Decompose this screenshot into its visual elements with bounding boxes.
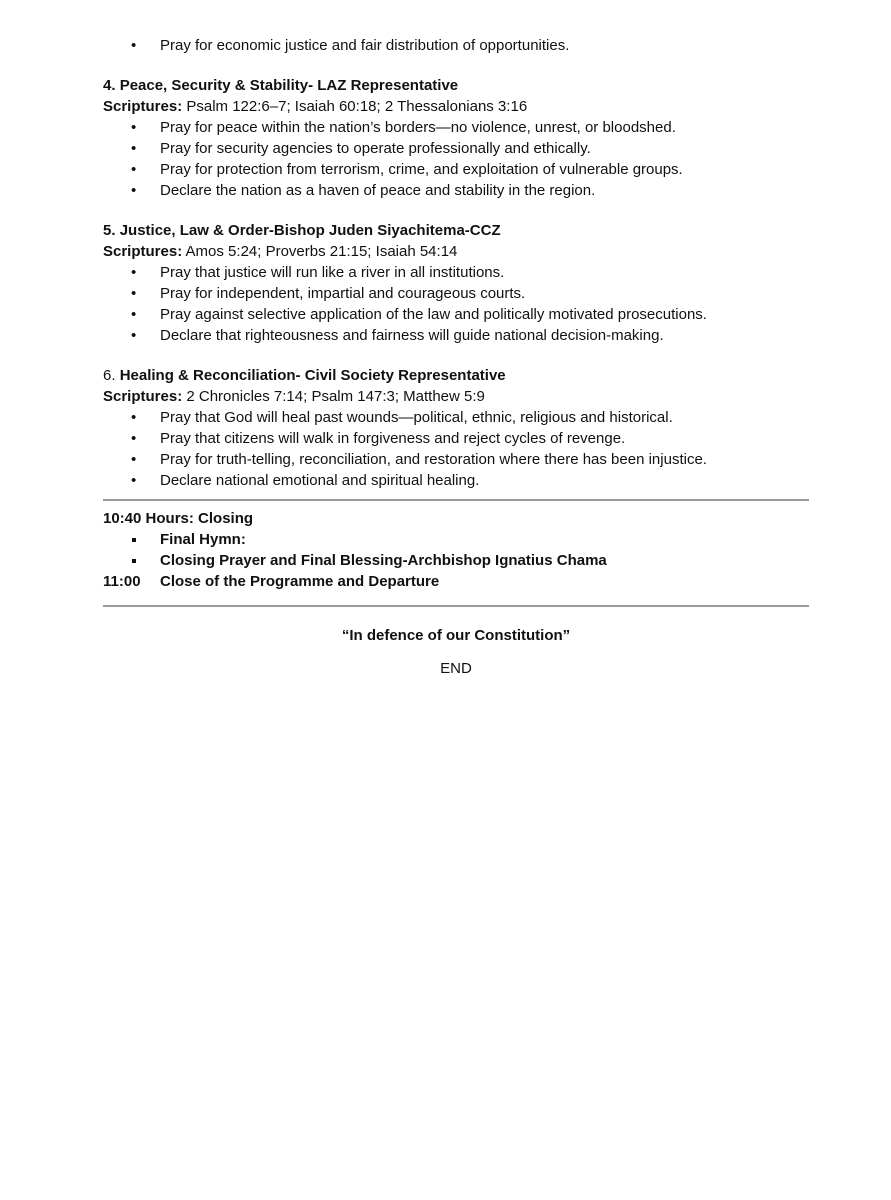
scripture-refs: 2 Chronicles 7:14; Psalm 147:3; Matthew 5:9 [186, 388, 485, 405]
divider [103, 499, 809, 501]
closing-quote: “In defence of our Constitution” [341, 627, 571, 644]
scripture-label: Scriptures: [103, 243, 183, 260]
list-item: • Declare the nation as a haven of peace and stability in the region. [103, 180, 809, 201]
list-item: • Pray that citizens will walk in forgiveness and reject cycles of revenge. [103, 428, 809, 449]
section-number: 5. [103, 222, 116, 239]
section-heading [103, 220, 809, 241]
document-page [103, 35, 809, 679]
list-item: • Pray for peace within the nation’s borders—no violence, unrest, or bloodshed. [103, 117, 809, 138]
section-healing-reconciliation [103, 365, 809, 491]
list-item: • Pray for independent, impartial and courageous courts. [103, 283, 809, 304]
scripture-line [103, 386, 809, 407]
divider [103, 605, 809, 607]
scripture-label: Scriptures: [103, 388, 183, 405]
section-heading [103, 365, 809, 386]
final-time: 11:00 [103, 573, 141, 590]
final-agenda-row [103, 571, 809, 592]
list-item: • Declare national emotional and spiritual healing. [103, 470, 809, 491]
section-peace-security [103, 75, 809, 201]
list-item: • Declare that righteousness and fairness will guide national decision-making. [103, 325, 809, 346]
list-item: • Pray that God will heal past wounds—political, ethnic, religious and historical. [103, 407, 809, 428]
end-marker: END [440, 660, 472, 677]
section-number: 6. [103, 367, 116, 384]
list-item: Final Hymn: [103, 529, 809, 550]
prayer-list [103, 117, 809, 201]
section-title: Healing & Reconciliation- Civil Society Representative [119, 367, 506, 384]
final-text: Close of the Programme and Departure [160, 573, 440, 590]
list-item: • Pray for security agencies to operate professionally and ethically. [103, 138, 809, 159]
list-item: • Pray against selective application of the law and politically motivated prosecutions. [103, 304, 809, 325]
list-item: • Pray that justice will run like a river in all institutions. [103, 262, 809, 283]
list-item: • Pray for protection from terrorism, crime, and exploitation of vulnerable groups. [103, 159, 809, 180]
closing-list [103, 529, 809, 571]
section-title: Peace, Security & Stability- LAZ Representative [119, 77, 459, 94]
prayer-list [103, 262, 809, 346]
intro-bullet-list [103, 35, 809, 56]
scripture-label: Scriptures: [103, 98, 183, 115]
closing-heading: 10:40 Hours: Closing [103, 510, 254, 527]
scripture-refs: Amos 5:24; Proverbs 21:15; Isaiah 54:14 [185, 243, 458, 260]
scripture-line [103, 96, 809, 117]
closing-section [103, 508, 809, 592]
scripture-refs: Psalm 122:6–7; Isaiah 60:18; 2 Thessalonians 3:16 [186, 98, 528, 115]
prayer-list [103, 407, 809, 491]
section-number: 4. [103, 77, 116, 94]
section-title: Justice, Law & Order-Bishop Juden Siyachitema-CCZ [119, 222, 501, 239]
list-item: • Pray for economic justice and fair distribution of opportunities. [103, 35, 809, 56]
list-item: Closing Prayer and Final Blessing-Archbishop Ignatius Chama [103, 550, 809, 571]
list-item: • Pray for truth-telling, reconciliation, and restoration where there has been injustice. [103, 449, 809, 470]
scripture-line [103, 241, 809, 262]
section-justice-law [103, 220, 809, 346]
section-heading [103, 75, 809, 96]
